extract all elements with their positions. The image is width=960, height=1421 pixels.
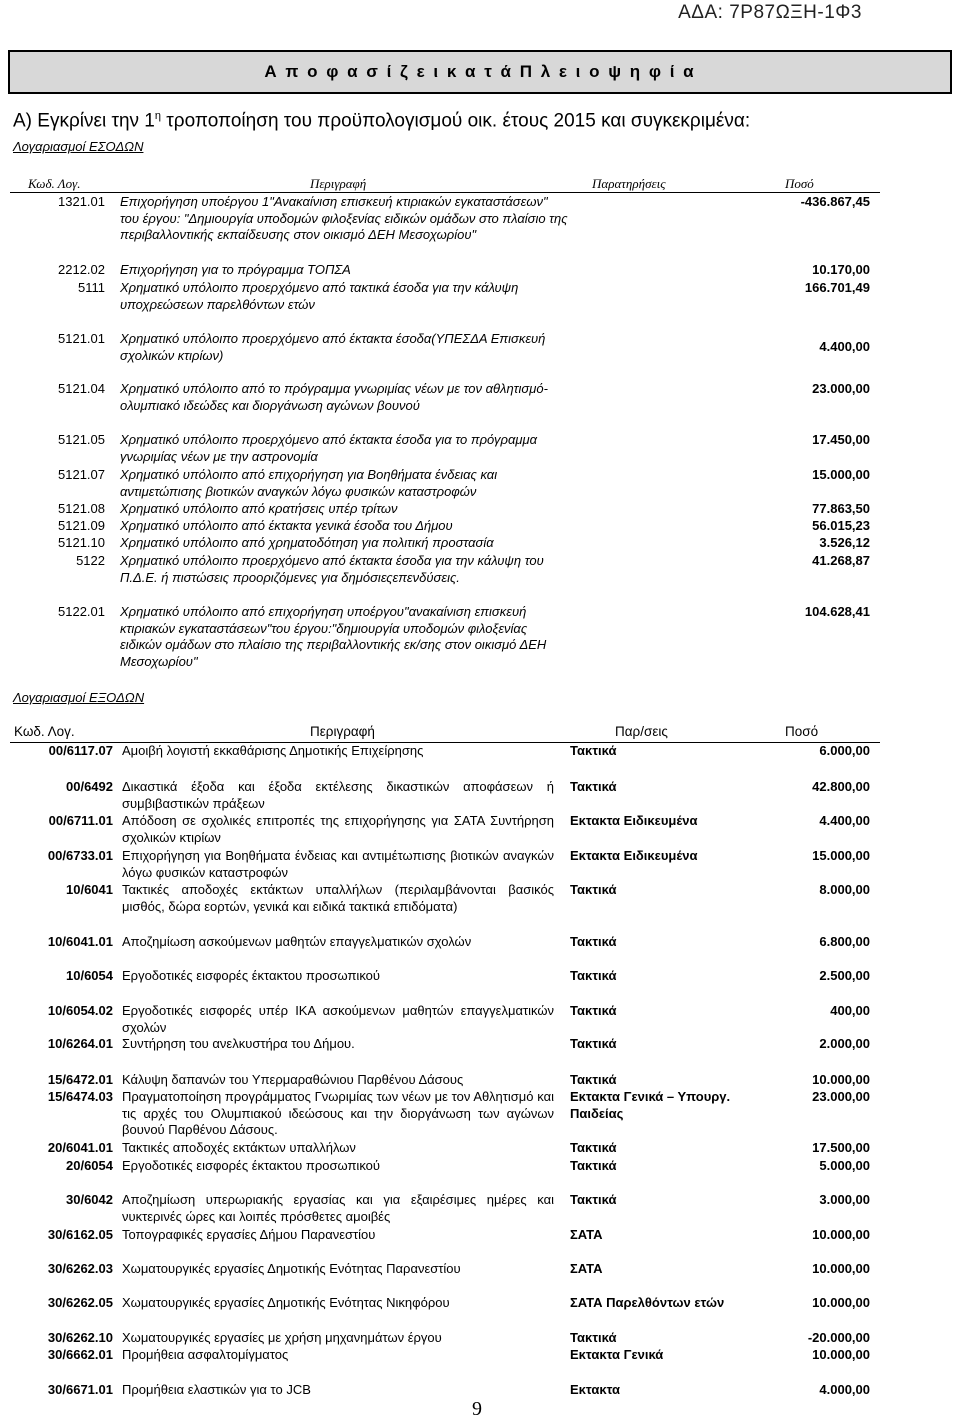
income-desc: Χρηματικό υπόλοιπο από χρηματοδότηση για πολιτική προστασία (120, 535, 494, 550)
ada-code: ΑΔΑ: 7Ρ87ΩΞΗ-1Φ3 (678, 2, 862, 23)
expense-code: 30/6262.05 (47, 1295, 113, 1310)
expense-amount: -20.000,00 (807, 1330, 870, 1345)
expense-desc: Κάλυψη δαπανών του Υπερμαραθώνιου Παρθένου Δάσους (122, 1072, 464, 1087)
income-code: 5122 (76, 553, 105, 568)
expense-code: 00/6711.01 (48, 813, 113, 828)
income-header-amount: Ποσό (785, 176, 814, 191)
income-code: 5122.01 (58, 604, 105, 619)
expense-amount: 17.500,00 (812, 1140, 870, 1155)
expense-amount: 400,00 (830, 1003, 870, 1018)
expense-desc: Εργοδοτικές εισφορές έκτακτου προσωπικού (122, 968, 380, 983)
expense-code: 10/6264.01 (47, 1036, 113, 1051)
income-desc: Χρηματικό υπόλοιπο προερχόμενο από τακτικά έσοδα για την κάλυψη υποχρεώσεων παρελθόντων ετών (120, 280, 519, 312)
expense-amount: 23.000,00 (812, 1089, 870, 1104)
expense-notes: ΣΑΤΑ (570, 1227, 603, 1242)
income-header-notes: Παρατηρήσεις (592, 176, 666, 191)
expense-code: 10/6041 (66, 882, 113, 897)
decision-suffix: τροποποίηση του προϋπολογισμού οικ. έτους 2015 και συγκεκριμένα: (161, 110, 751, 132)
expense-amount: 4.000,00 (819, 1382, 870, 1397)
expense-notes: Τακτικά (570, 1072, 617, 1087)
expense-notes: ΣΑΤΑ (570, 1261, 603, 1276)
expense-desc: Τοπογραφικές εργασίες Δήμου Παρανεστίου (122, 1227, 376, 1242)
expense-amount: 8.000,00 (819, 882, 870, 897)
income-amount: 15.000,00 (812, 467, 870, 482)
expense-code: 30/6042 (66, 1192, 113, 1207)
income-amount: 77.863,50 (812, 501, 870, 516)
expense-amount: 10.000,00 (812, 1347, 870, 1362)
expense-code: 00/6117.07 (48, 743, 113, 758)
expense-notes: Εκτακτα Γενικά (570, 1347, 664, 1362)
expense-notes: Τακτικά (570, 1330, 617, 1345)
expense-desc: Αμοιβή λογιστή εκκαθάρισης Δημοτικής Επιχείρησης (122, 743, 424, 758)
income-code: 5111 (78, 280, 105, 295)
expense-code: 30/6662.01 (47, 1347, 113, 1362)
expense-code: 00/6492 (66, 779, 113, 794)
income-section-title: Λογαριασμοί ΕΣΟΔΩΝ (13, 139, 144, 154)
income-code: 2212.02 (58, 262, 105, 277)
page-number: 9 (472, 1398, 482, 1420)
income-header (10, 176, 880, 193)
income-amount: 4.400,00 (819, 339, 870, 354)
income-desc: Χρηματικό υπόλοιπο από κρατήσεις υπέρ τρίτων (120, 501, 398, 516)
expense-desc: Τακτικές αποδοχές εκτάκτων υπαλλήλων (περιλαμβάνονται βασικός μισθός, δώρα εορτών, γενικά και ειδικά τακτικά επιδόματα) (122, 882, 554, 914)
expense-notes: Τακτικά (570, 882, 617, 897)
income-desc: Χρηματικό υπόλοιπο προερχόμενο από έκτακτα έσοδα για το πρόγραμμα γνωριμίας νέων με την αστρονομία (120, 432, 538, 464)
expense-desc: Αποζημίωση ασκούμενων μαθητών επαγγελματικών σχολών (122, 934, 472, 949)
income-amount: 17.450,00 (812, 432, 870, 447)
expense-header-code: Κωδ. Λογ. (14, 724, 75, 739)
expense-code: 20/6054 (66, 1158, 113, 1173)
expense-notes: Τακτικά (570, 1192, 617, 1207)
expense-notes: Τακτικά (570, 1036, 617, 1051)
expense-amount: 10.000,00 (812, 1227, 870, 1242)
expense-notes: Τακτικά (570, 968, 617, 983)
expense-amount: 4.400,00 (819, 813, 870, 828)
expense-header-amount: Ποσό (785, 724, 819, 739)
income-code: 5121.10 (58, 535, 105, 550)
expense-amount: 6.800,00 (819, 934, 870, 949)
expense-notes: Τακτικά (570, 1003, 617, 1018)
expense-notes: Εκτακτα Ειδικευμένα (570, 813, 698, 828)
expense-code: 15/6472.01 (47, 1072, 113, 1087)
expense-code: 15/6474.03 (47, 1089, 113, 1104)
expense-amount: 10.000,00 (812, 1261, 870, 1276)
expense-header-desc: Περιγραφή (310, 724, 375, 739)
expense-desc: Προμήθεια ασφαλτομίγματος (122, 1347, 289, 1362)
income-amount: 104.628,41 (804, 604, 870, 619)
expense-amount: 42.800,00 (812, 779, 870, 794)
expense-notes: ΣΑΤΑ Παρελθόντων ετών (570, 1295, 725, 1310)
expense-notes: Τακτικά (570, 743, 617, 758)
income-code: 5121.04 (58, 381, 105, 396)
income-amount: 166.701,49 (804, 280, 870, 295)
expense-amount: 3.000,00 (819, 1192, 870, 1207)
income-desc: Χρηματικό υπόλοιπο από το πρόγραμμα γνωριμίας νέων με τον αθλητισμό-ολυμπιακό ιδεώδες και διοργάνωση αγώνων βουνού (120, 381, 548, 413)
decision-banner: Α π ο φ α σ ί ζ ε ι κ α τ ά Π λ ε ι ο ψ η φ ί α (8, 50, 952, 94)
expense-desc: Συντήρηση του ανελκυστήρα του Δήμου. (122, 1036, 355, 1051)
expense-notes: Εκτακτα Ειδικευμένα (570, 848, 698, 863)
expense-code: 00/6733.01 (47, 848, 113, 863)
income-code: 1321.01 (58, 194, 105, 209)
income-header-desc: Περιγραφή (310, 176, 367, 191)
income-amount: 10.170,00 (812, 262, 870, 277)
expense-desc: Προμήθεια ελαστικών για το JCB (122, 1382, 311, 1397)
expense-code: 20/6041.01 (47, 1140, 113, 1155)
expense-section-title: Λογαριασμοί ΕΞΟΔΩΝ (13, 690, 145, 705)
expense-desc: Τακτικές αποδοχές εκτάκτων υπαλλήλων (122, 1140, 356, 1155)
expense-desc: Χωματουργικές εργασίες Δημοτικής Ενότητας Νικηφόρου (122, 1295, 450, 1310)
expense-code: 30/6262.03 (47, 1261, 113, 1276)
income-code: 5121.08 (58, 501, 105, 516)
income-code: 5121.09 (58, 518, 105, 533)
expense-header-notes: Παρ/σεις (615, 724, 668, 739)
expense-desc: Αποζημίωση υπερωριακής εργασίας και για εξαιρέσιμες ημέρες και νυκτερινές ώρες και λοιπές πρόσθετες αμοιβές (122, 1192, 554, 1224)
income-desc: Χρηματικό υπόλοιπο από επιχορήγηση υποέργου"ανακαίνιση επισκευή κτιριακών εγκαταστάσεων"του έργου:"δημιουργία υποδομών φιλοξενίας ειδικών ομάδων στο πλαίσιο της περιβαλλοντικής εκ/σης στον οικισμό ΔΕΗ Μεσοχωρίου" (120, 604, 547, 669)
expense-notes: Τακτικά (570, 1140, 617, 1155)
expense-code: 10/6054 (66, 968, 113, 983)
expense-code: 10/6054.02 (47, 1003, 113, 1018)
income-amount: 56.015,23 (812, 518, 870, 533)
income-amount: 41.268,87 (812, 553, 870, 568)
expense-amount: 5.000,00 (819, 1158, 870, 1173)
expense-code: 30/6671.01 (47, 1382, 113, 1397)
expense-desc: Εργοδοτικές εισφορές υπέρ ΙΚΑ ασκούμενων μαθητών επαγγελματικών σχολών (122, 1003, 554, 1035)
decision-line (13, 110, 750, 132)
expense-desc: Απόδοση σε σχολικές επιτροπές της επιχορήγησης για ΣΑΤΑ Συντήρηση σχολικών κτιρίων (122, 813, 554, 845)
decision-prefix: Α) Εγκρίνει την 1 (13, 110, 155, 132)
income-desc: Χρηματικό υπόλοιπο προερχόμενο από έκτακτα έσοδα(ΥΠΕΣΔΑ Επισκευή σχολικών κτιρίων) (120, 331, 546, 363)
expense-amount: 2.000,00 (819, 1036, 870, 1051)
income-amount: 23.000,00 (812, 381, 870, 396)
expense-notes: Τακτικά (570, 779, 617, 794)
income-code: 5121.05 (58, 432, 105, 447)
income-desc: Επιχορήγηση για το πρόγραμμα ΤΟΠΣΑ (120, 262, 351, 277)
expense-amount: 10.000,00 (812, 1072, 870, 1087)
expense-notes: Εκτακτα (570, 1382, 621, 1397)
expense-amount: 15.000,00 (812, 848, 870, 863)
income-amount: -436.867,45 (800, 194, 870, 209)
expense-amount: 2.500,00 (819, 968, 870, 983)
expense-header (10, 724, 880, 743)
expense-notes: Τακτικά (570, 1158, 617, 1173)
expense-code: 30/6262.10 (47, 1330, 113, 1345)
expense-desc: Εργοδοτικές εισφορές έκτακτου προσωπικού (122, 1158, 380, 1173)
expense-code: 10/6041.01 (47, 934, 113, 949)
income-amount: 3.526,12 (819, 535, 870, 550)
expense-code: 30/6162.05 (47, 1227, 113, 1242)
income-header-code: Κωδ. Λογ. (28, 176, 81, 191)
income-code: 5121.01 (58, 331, 105, 346)
expense-notes: Τακτικά (570, 934, 617, 949)
expense-desc: Χωματουργικές εργασίες με χρήση μηχανημάτων έργου (122, 1330, 442, 1345)
expense-desc: Χωματουργικές εργασίες Δημοτικής Ενότητας Παρανεστίου (122, 1261, 461, 1276)
income-desc: Χρηματικό υπόλοιπο από έκτακτα γενικά έσοδα του Δήμου (120, 518, 453, 533)
expense-desc: Επιχορήγηση για Βοηθήματα ένδειας και αντιμέτωπισης βιοτικών αναγκών λόγω φυσικών καταστροφών (122, 848, 554, 880)
expense-notes: Εκτακτα Γενικά – Υπουργ. Παιδείας (570, 1089, 731, 1121)
expense-amount: 10.000,00 (812, 1295, 870, 1310)
income-desc: Χρηματικό υπόλοιπο από επιχορήγηση για Βοηθήματα ένδειας και αντιμετώπισης βιοτικών αναγκών λόγω φυσικών καταστροφών (120, 467, 498, 499)
expense-desc: Πραγματοποίηση προγράμματος Γνωριμίας των νέων με τον Αθλητισμό και τις αρχές του Ολυμπιακού ιδεώσους και την διοργάνωση των αγώνων βουνού Παρθένου Δάσους. (122, 1089, 554, 1137)
income-table (10, 176, 880, 193)
income-desc: Χρηματικό υπόλοιπο προερχόμενο από έκτακτα έσοδα για την κάλυψη του Π.Δ.Ε. ή πιστώσεις προοριζόμενες για δημόσιεςεπενδύσεις. (120, 553, 544, 585)
expense-amount: 6.000,00 (819, 743, 870, 758)
income-code: 5121.07 (58, 467, 105, 482)
expense-desc: Δικαστικά έξοδα και έξοδα εκτέλεσης δικαστικών αποφάσεων ή συμβιβαστικών πράξεων (122, 779, 554, 811)
decision-sup: η (154, 110, 161, 122)
income-desc: Επιχορήγηση υποέργου 1"Ανακαίνιση επισκευή κτιριακών εγκαταστάσεων" του έργου: "Δημιουργία υποδομών φιλοξενίας ειδικών ομάδων στο πλαίσιο της περιβαλλοντικής εκπαίδευσης στον οικισμό ΔΕΗ Μεσοχωρίου" (120, 194, 568, 242)
